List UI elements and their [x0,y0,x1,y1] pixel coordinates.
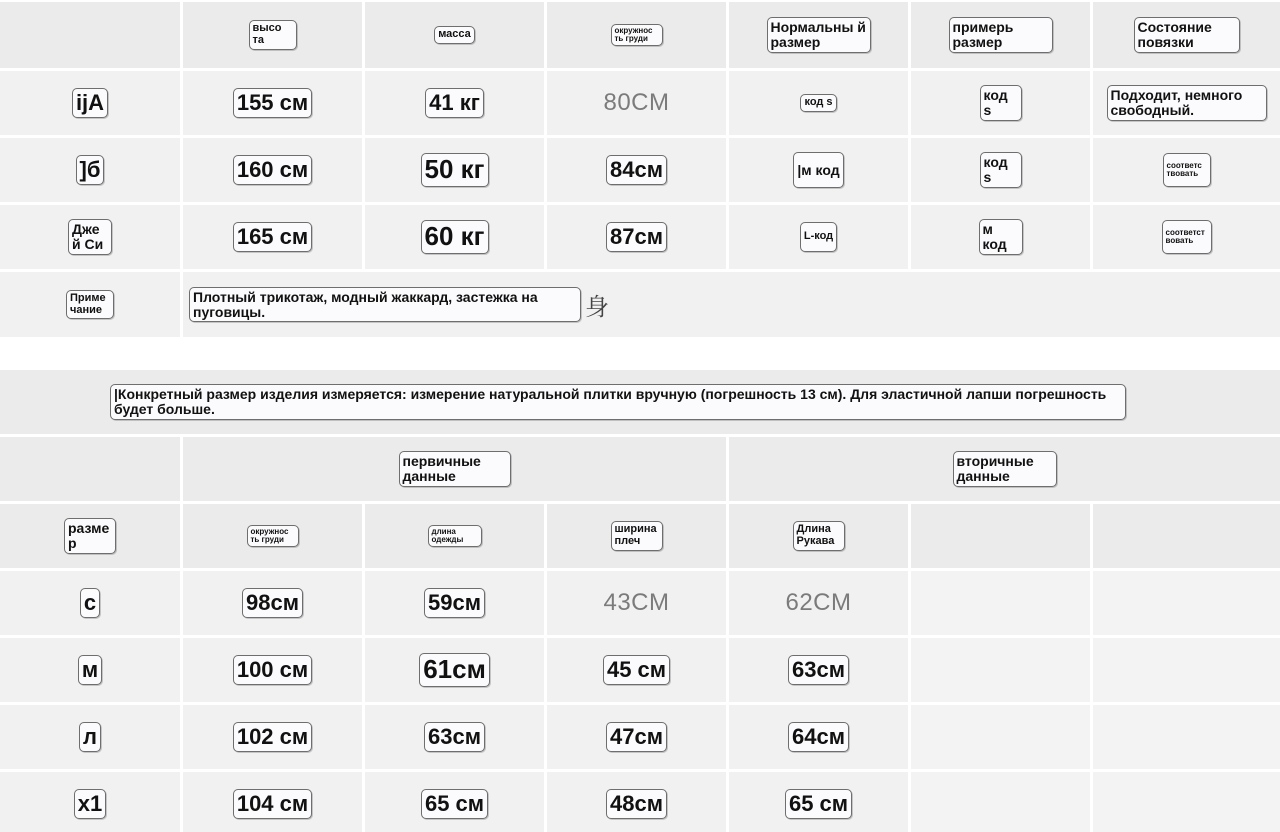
cell-fit-size: код s [911,138,1090,202]
cell-length: 59см [365,571,544,635]
cell-sleeve: 62CM [729,571,908,635]
note-text: Плотный трикотаж, модный жаккард, застежка на пуговицы. 身 [183,272,1280,337]
cell-chest: 84см [547,138,726,202]
cell-height: 160 см [183,138,362,202]
header-weight [365,2,544,68]
header-label: масса [434,26,475,44]
cell-chest: 104 см [183,772,362,832]
row-label: Дже й Си [0,205,180,269]
header-label: Состояние повязки [1134,17,1240,52]
header-chest: окружнос ть груди [183,504,362,568]
cell-empty [1093,638,1280,702]
header-height [183,2,362,68]
header-shoulder: ширина плеч [547,504,726,568]
header-sleeve: Длина Рукава [729,504,908,568]
cell-state: соответс твовать [1093,138,1280,202]
cell-fit-size: м код [911,205,1090,269]
row-size: x1 [0,772,180,832]
cell-empty [911,638,1090,702]
row-size: с [0,571,180,635]
group-primary: первичные данные [183,437,726,501]
cell-state: соответст вовать [1093,205,1280,269]
group-header-empty [0,437,180,501]
cell-sleeve: 65 см [729,772,908,832]
cell-empty [911,571,1090,635]
header-chest [547,2,726,68]
row-label: ijA [0,71,180,135]
cell-chest: 80CM [547,71,726,135]
group-secondary: вторичные данные [729,437,1280,501]
cell-weight: 50 кг [365,138,544,202]
cell-shoulder: 43CM [547,571,726,635]
row-size: м [0,638,180,702]
cell-length: 63см [365,705,544,769]
cell-height: 155 см [183,71,362,135]
header-empty [1093,504,1280,568]
cell-chest: 100 см [183,638,362,702]
header-label: высо та [249,20,297,49]
size-chart-table [0,2,1280,334]
cell-empty [911,772,1090,832]
cell-empty [1093,772,1280,832]
cell-sleeve: 63см [729,638,908,702]
note-label: Приме чание [0,272,180,337]
header-state [1093,2,1280,68]
cell-empty [911,705,1090,769]
measurement-note: |Конкретный размер изделия измеряется: измерение натуральной плитки вручную (погрешность 13 см). Для эластичной лапши погрешность будет больше. [110,384,1126,419]
cell-state: Подходит, немного свободный. [1093,71,1280,135]
cell-chest: 87см [547,205,726,269]
cell-chest: 102 см [183,705,362,769]
garment-measurement-table [0,437,1280,832]
cell-sleeve: 64см [729,705,908,769]
row-size: л [0,705,180,769]
cell-length: 61см [365,638,544,702]
cell-normal-size: L-код [729,205,908,269]
note-glyph: 身 [585,294,609,321]
header-label: Нормальны й размер [767,17,871,52]
header-fit-size [911,2,1090,68]
cell-shoulder: 45 см [547,638,726,702]
header-normal-size [729,2,908,68]
header-empty [911,504,1090,568]
cell-length: 65 см [365,772,544,832]
cell-empty [1093,571,1280,635]
header-length: длина одежды [365,504,544,568]
row-label: ]б [0,138,180,202]
cell-empty [1093,705,1280,769]
cell-height: 165 см [183,205,362,269]
cell-weight: 41 кг [365,71,544,135]
header-empty [0,2,180,68]
cell-normal-size: |м код [729,138,908,202]
cell-fit-size: код s [911,71,1090,135]
cell-chest: 98см [183,571,362,635]
cell-shoulder: 48см [547,772,726,832]
header-label: окружнос ть груди [611,24,663,47]
cell-normal-size: код s [729,71,908,135]
cell-shoulder: 47см [547,705,726,769]
header-size: разме р [0,504,180,568]
measurement-note-row [0,370,1280,434]
header-label: примерь размер [949,17,1053,52]
cell-weight: 60 кг [365,205,544,269]
